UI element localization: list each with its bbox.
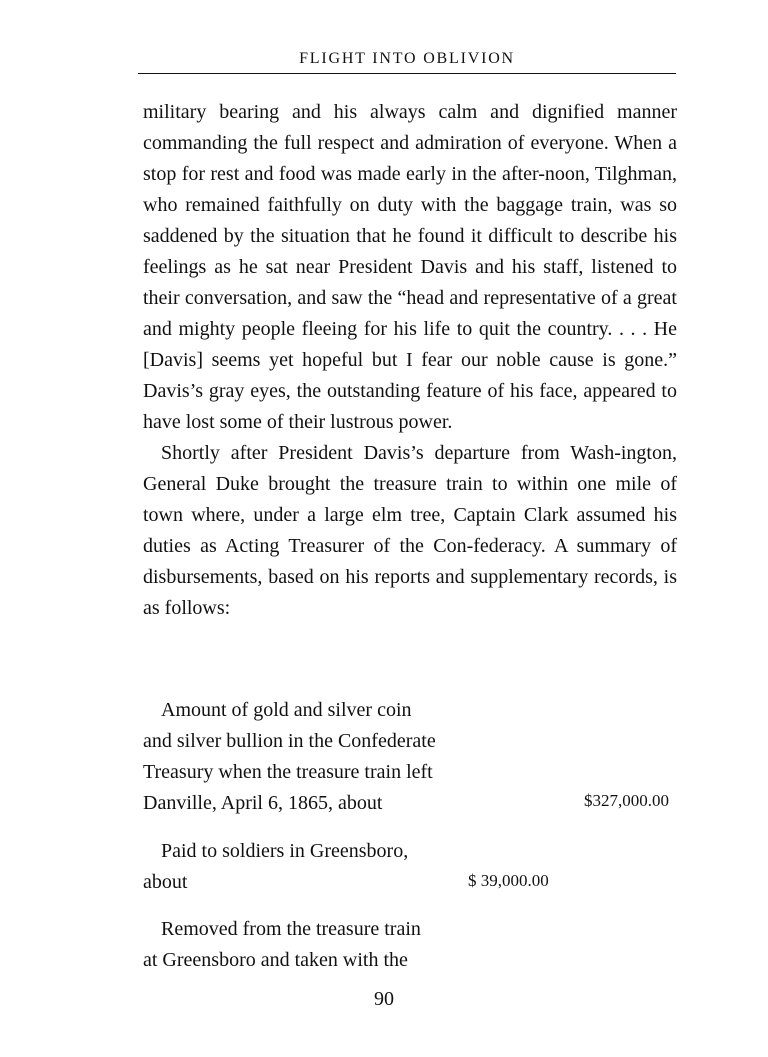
ledger-entry-removed bbox=[143, 914, 683, 976]
ledger-line: about bbox=[143, 871, 188, 893]
ledger-line: Amount of gold and silver coin bbox=[161, 699, 412, 721]
running-head: FLIGHT INTO OBLIVION bbox=[299, 50, 515, 67]
paragraph-2: Shortly after President Davis’s departure from Wash-ington, General Duke brought the treasure train to within one mile of town where, under a large elm tree, Captain Clark assumed his duties as Acting Treasurer of the Con-federacy. A summary of disbursements, based on his reports and supplementary records, is as follows: bbox=[143, 442, 677, 619]
ledger-line: Danville, April 6, 1865, about bbox=[143, 792, 383, 814]
ledger-amount-total: $327,000.00 bbox=[584, 791, 669, 810]
body-text bbox=[143, 97, 677, 624]
ledger-entry-soldiers bbox=[143, 836, 683, 898]
paragraph-1: military bearing and his always calm and dignified manner commanding the full respect and admiration of everyone. When a stop for rest and food was made early in the after-noon, Tilghman, who remained faithfully on duty with the baggage train, was so saddened by the situation that he found it difficult to describe his feelings as he sat near President Davis and his staff, listened to their conversation, and saw the “head and representative of a great and mighty people fleeing for his life to quit the country. . . . He [Davis] seems yet hopeful but I fear our noble cause is gone.” Davis’s gray eyes, the outstanding feature of his face, appeared to have lost some of their lustrous power. bbox=[143, 101, 677, 433]
ledger-description bbox=[143, 836, 468, 898]
ledger-line: Paid to soldiers in Greensboro, bbox=[161, 840, 409, 862]
page-number: 90 bbox=[374, 988, 394, 1010]
ledger-line: at Greensboro and taken with the bbox=[143, 949, 408, 971]
ledger-line: and silver bullion in the Confederate bbox=[143, 730, 436, 752]
ledger-line: Removed from the treasure train bbox=[161, 918, 421, 940]
ledger-description bbox=[143, 695, 468, 819]
ledger-line: Treasury when the treasure train left bbox=[143, 761, 433, 783]
ledger-description bbox=[143, 914, 468, 976]
ledger-amount-soldiers: $ 39,000.00 bbox=[468, 871, 549, 890]
header-rule bbox=[138, 73, 676, 74]
